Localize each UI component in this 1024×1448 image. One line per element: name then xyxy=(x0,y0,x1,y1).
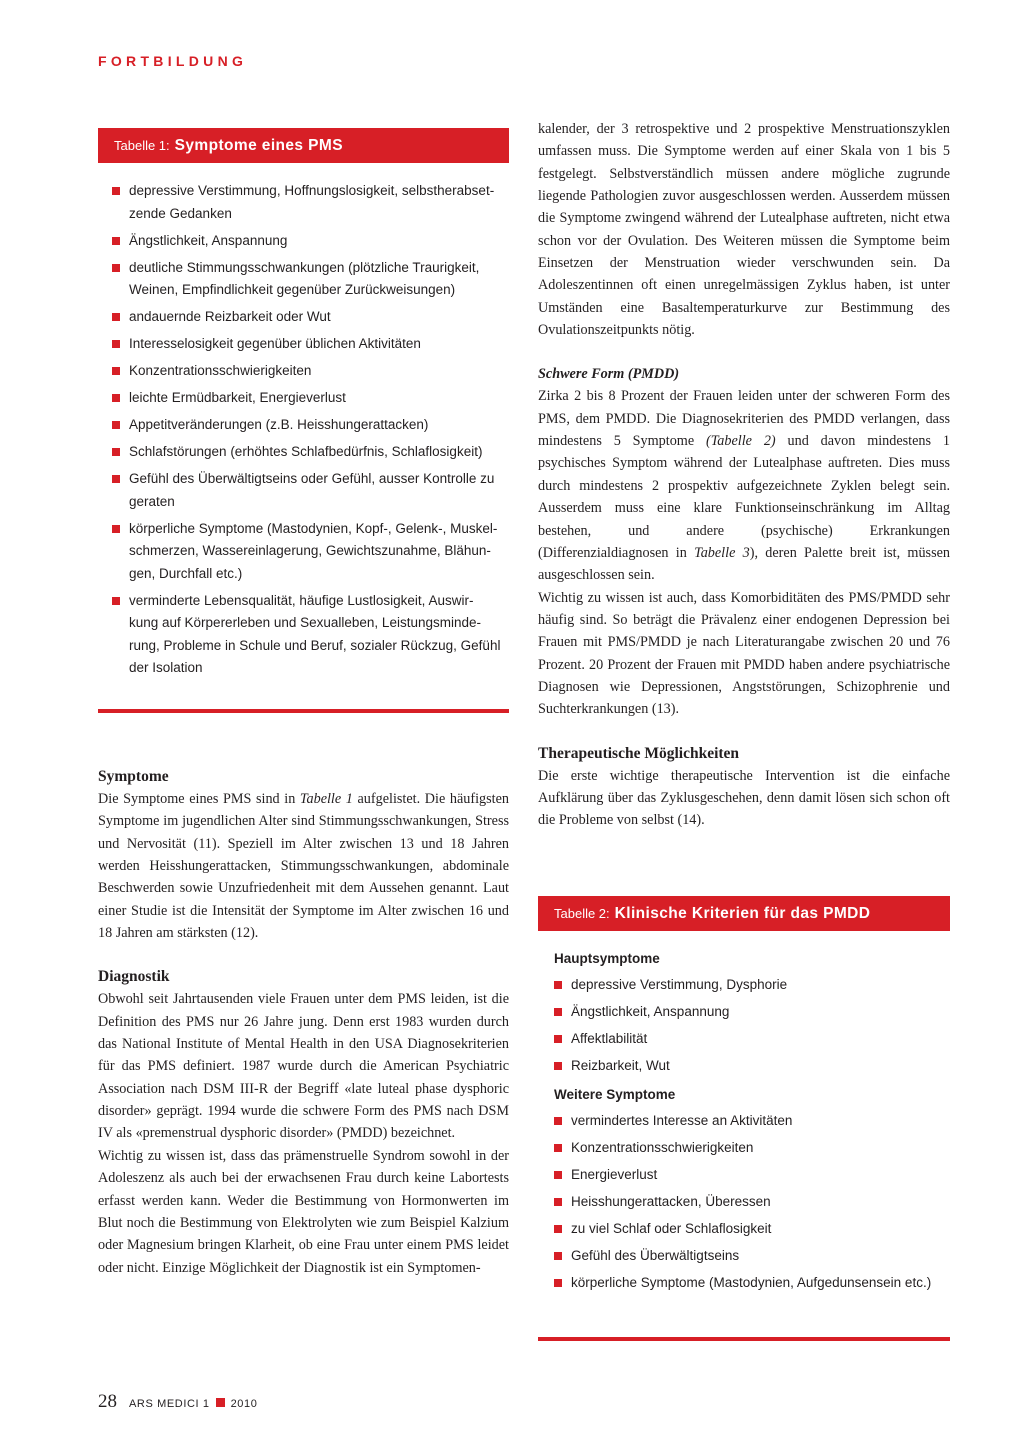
list-item xyxy=(554,1028,950,1051)
bullet-square-icon xyxy=(554,1225,562,1233)
table-1 xyxy=(98,128,509,684)
right-column-text xyxy=(538,118,950,832)
paragraph-symptomenkalender: kalender, der 3 retrospektive und 2 prospektive Menstruationszyklen umfassen muss. Die Symptome werden auf einer Skala von 1 bis 5 festgelegt. Selbstverständlich müssen andere mögliche zugrunde liegende Pathologien zuvor ausgeschlossen werden. Ausserdem müssen die Symptome zwingend während der Lutealphase auftreten, nicht etwa schon vor der Ovulation. Des Weiteren müssen die Symptome beim Einsetzen der Menstruation wieder verschwunden sein. Da Adoleszentinnen oft einen unregelmässigen Zyklus haben, ist unter Umständen eine Basaltemperaturkurve zur Bestimmung des Ovulationszeitpunkts nötig. xyxy=(538,121,950,339)
section-label: FORTBILDUNG xyxy=(98,53,248,69)
ref-tabelle-3: Tabelle 3 xyxy=(694,544,750,561)
list-item-text: andauernde Reizbarkeit oder Wut xyxy=(129,309,331,324)
list-item xyxy=(112,518,509,586)
bullet-square-icon xyxy=(112,367,120,375)
table-2-main-heading: Hauptsymptome xyxy=(554,951,660,966)
list-item-text: Schlafstörungen (erhöhtes Schlafbedürfnis, Schlaflosigkeit) xyxy=(129,444,483,459)
list-item xyxy=(554,1137,950,1160)
table-1-header xyxy=(98,128,509,163)
table-1-bottom-rule xyxy=(98,709,509,713)
list-item-text: deutliche Stimmungsschwankungen (plötzliche Traurigkeit, Weinen, Empfindlichkeit gegenüber Zurückweisungen) xyxy=(129,259,480,297)
table-2-label: Tabelle 2: xyxy=(554,906,610,921)
journal-year: 2010 xyxy=(230,1398,258,1410)
paragraph-diagnostik-1: Obwohl seit Jahrtausenden viele Frauen unter dem PMS leiden, ist die Definition des PMS nur 26 Jahre jung. Denn erst 1983 wurden durch das National Institute of Mental Health in den USA Diagnosekriterien für das PMS definiert. 1987 wurde durch die American Psychiatric Association nach DSM III-R der Begriff «late luteal phase dysphoric disorder» geprägt. 1994 wurde die schwere Form des PMS nach DSM IV als «premenstrual dysphoric disorder» (PMDD) bezeichnet. xyxy=(98,991,509,1142)
list-item xyxy=(112,257,509,302)
bullet-square-icon xyxy=(554,1144,562,1152)
bullet-square-icon xyxy=(554,981,562,989)
bullet-square-icon xyxy=(112,237,120,245)
list-item-text: Konzentrationsschwierigkeiten xyxy=(571,1139,754,1155)
bullet-square-icon xyxy=(112,448,120,456)
list-item xyxy=(554,1164,950,1187)
list-item xyxy=(112,180,509,225)
bullet-square-icon xyxy=(112,187,120,195)
list-item-text: Ängstlichkeit, Anspannung xyxy=(129,232,288,248)
bullet-square-icon xyxy=(112,597,120,605)
heading-schwere-form: Schwere Form (PMDD) xyxy=(538,366,680,383)
bullet-square-icon xyxy=(112,475,120,483)
list-item-text: körperliche Symptome (Mastodynien, Aufgedunsensein etc.) xyxy=(571,1274,932,1290)
bullet-square-icon xyxy=(554,1171,562,1179)
list-item-text: depressive Verstimmung, Dysphorie xyxy=(571,977,788,992)
page-footer xyxy=(98,1391,257,1413)
list-item xyxy=(554,1272,950,1295)
list-item-text: Energieverlust xyxy=(571,1166,658,1182)
list-item-text: Affektlabilität xyxy=(571,1031,648,1046)
list-item xyxy=(112,387,509,410)
list-item xyxy=(554,1110,950,1133)
list-item xyxy=(112,590,509,680)
table-1-list xyxy=(98,180,509,680)
paragraph-symptome: Die Symptome eines PMS sind in Tabelle 1 aufgelistet. Die häufigsten Symptome im jugendlichen Alter sind Stimmungsschwankungen, Stress und Nervosität (11). Speziell im Alter zwischen 13 und 18 Jahren werden Heisshungerattacken, Stimmungsschwankungen, abdominale Beschwerden sowie Unzufriedenheit mit dem Aussehen genannt. Laut einer Studie ist die Intensität der Symptome im Alter zwischen 16 und 18 Jahren am stärksten (12). xyxy=(98,791,509,942)
list-item-text: zu viel Schlaf oder Schlaflosigkeit xyxy=(571,1220,772,1236)
bullet-square-icon xyxy=(112,340,120,348)
list-item-text: Reizbarkeit, Wut xyxy=(571,1058,670,1073)
table-2-more-list xyxy=(554,1110,950,1295)
list-item-text: Ängstlichkeit, Anspannung xyxy=(571,1004,730,1019)
list-item-text: leichte Ermüdbarkeit, Energieverlust xyxy=(129,390,346,405)
list-item xyxy=(112,360,509,383)
footer-square-icon xyxy=(216,1398,225,1407)
list-item-text: Konzentrationsschwierigkeiten xyxy=(129,363,312,378)
list-item-text: Heisshungerattacken, Überessen xyxy=(571,1193,771,1209)
paragraph-schwere-form-2: Wichtig zu wissen ist auch, dass Komorbiditäten des PMS/PMDD sehr häufig sind. So beträgt die Prävalenz einer endogenen Depression bei Frauen mit PMS/PMDD je nach Literaturangabe zwischen 20 und 76 Prozent. 20 Prozent der Frauen mit PMDD haben andere psychiatrische Diagnosen wie Depressionen, Angststörungen, Schizophrenie und Suchterkrankungen (13). xyxy=(538,589,950,718)
list-item-text: Gefühl des Überwältigtseins xyxy=(571,1247,740,1263)
table-1-title: Symptome eines PMS xyxy=(174,136,343,154)
list-item xyxy=(554,974,950,997)
paragraph-diagnostik-2: Wichtig zu wissen ist, dass das prämenstruelle Syndrom sowohl in der Adoleszenz als auch bei der erwachsenen Frau durch keine Labortests erfasst werden kann. Weder die Bestimmung von Hormonwerten im Blut noch die Bestimmung von Elektrolyten wie zum Beispiel Kalzium oder Magnesium bringen Klarheit, ob eine Frau unter einem PMS leidet oder nicht. Einzige Möglichkeit der Diagnostik ist ein Symptomen- xyxy=(98,1147,509,1276)
bullet-square-icon xyxy=(112,421,120,429)
table-1-label: Tabelle 1: xyxy=(114,138,170,153)
list-item xyxy=(112,333,509,356)
list-item xyxy=(112,441,509,464)
list-item xyxy=(112,414,509,437)
heading-diagnostik: Diagnostik xyxy=(98,968,170,986)
table-2-more-heading: Weitere Symptome xyxy=(554,1086,676,1102)
list-item-text: vermindertes Interesse an Aktivitäten xyxy=(571,1112,793,1128)
bullet-square-icon xyxy=(554,1117,562,1125)
bullet-square-icon xyxy=(112,264,120,272)
table-2-title: Klinische Kriterien für das PMDD xyxy=(614,904,871,922)
list-item xyxy=(554,1191,950,1214)
ref-tabelle-1: Tabelle 1 xyxy=(299,791,353,807)
paragraph-schwere-form-1: Zirka 2 bis 8 Prozent der Frauen leiden unter der schweren Form des PMS, dem PMDD. Die Diagnosekriterien des PMDD verlangen, dass mindestens 5 Symptome (Tabelle 2) und davon mindestens 1 psychisches Symptom während der Lutealphase auftreten. Dies muss durch mindestens 2 prospektiv aufgezeichnete Zyklen belegt sein. Ausserdem muss eine klare Funktionseinschränkung im Alltag bestehen, und andere (psychische) Erkrankungen (Differenzialdiagnosen in Tabelle 3), deren Palette breit ist, müssen ausgeschlossen sein. xyxy=(538,388,950,584)
bullet-square-icon xyxy=(554,1008,562,1016)
bullet-square-icon xyxy=(554,1035,562,1043)
list-item-text: verminderte Lebensqualität, häufige Lustlosigkeit, Auswir- kung auf Körpererleben und Sexualleben, Leistungsminde- rung, Probleme in Schule und Beruf, sozialer Rückzug, Gefühl der Isolation xyxy=(129,592,501,675)
table-2 xyxy=(538,896,950,1299)
list-item-text: Gefühl des Überwältigtseins oder Gefühl, ausser Kontrolle zu geraten xyxy=(129,471,495,509)
list-item xyxy=(554,1218,950,1241)
left-column-text xyxy=(98,766,509,1279)
list-item xyxy=(112,306,509,329)
bullet-square-icon xyxy=(112,394,120,402)
bullet-square-icon xyxy=(554,1062,562,1070)
bullet-square-icon xyxy=(112,525,120,533)
paragraph-therapie: Die erste wichtige therapeutische Intervention ist die einfache Aufklärung über das Zyklusgeschehen, denn damit lösen sich schon oft die Probleme von selbst (14). xyxy=(538,767,950,829)
heading-symptome: Symptome xyxy=(98,768,169,785)
list-item-text: Appetitveränderungen (z.B. Heisshungerattacken) xyxy=(129,417,429,432)
list-item-text: depressive Verstimmung, Hoffnungslosigkeit, selbstherabset- zende Gedanken xyxy=(129,183,495,221)
list-item xyxy=(554,1245,950,1268)
list-item-text: Interesselosigkeit gegenüber üblichen Aktivitäten xyxy=(129,336,421,351)
bullet-square-icon xyxy=(554,1252,562,1260)
table-2-header xyxy=(538,896,950,931)
list-item xyxy=(112,230,509,253)
list-item xyxy=(112,468,509,513)
journal-name: ARS MEDICI 1 xyxy=(129,1398,210,1410)
page-number: 28 xyxy=(98,1391,117,1412)
list-item-text: körperliche Symptome (Mastodynien, Kopf-, Gelenk-, Muskel- schmerzen, Wassereinlagerung, Gewichtszunahme, Blähun- gen, Durchfall etc.) xyxy=(129,520,498,581)
table-2-bottom-rule xyxy=(538,1337,950,1341)
table-2-main-list xyxy=(554,974,950,1078)
bullet-square-icon xyxy=(112,313,120,321)
bullet-square-icon xyxy=(554,1279,562,1287)
ref-tabelle-2: (Tabelle 2) xyxy=(706,433,776,450)
list-item xyxy=(554,1055,950,1078)
bullet-square-icon xyxy=(554,1198,562,1206)
heading-therapeutische-moeglichkeiten: Therapeutische Möglichkeiten xyxy=(538,744,740,762)
list-item xyxy=(554,1001,950,1024)
